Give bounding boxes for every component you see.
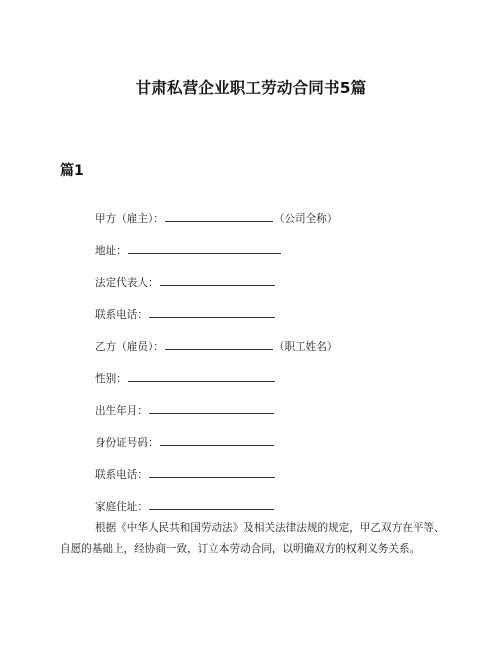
blank-line [128, 242, 281, 254]
field-label: 甲方（雇主）： [95, 213, 164, 225]
section-heading: 篇1 [60, 163, 84, 179]
field-label: 性别： [95, 373, 127, 385]
blank-line [149, 306, 275, 318]
field-label: 联系电话： [95, 309, 148, 321]
document-title: 甘肃私营企业职工劳动合同书5篇 [135, 79, 367, 97]
blank-line [128, 370, 275, 382]
field-gender [95, 370, 276, 386]
field-employee-name [95, 338, 337, 354]
field-suffix: （职工姓名） [273, 341, 338, 353]
blank-line [160, 274, 275, 286]
blank-line [165, 210, 273, 222]
field-label: 身份证号码： [95, 437, 159, 449]
field-label: 地址： [95, 245, 127, 257]
blank-line [165, 338, 273, 350]
field-home-address [95, 498, 275, 514]
blank-line [149, 402, 274, 414]
field-employee-phone [95, 466, 276, 482]
field-address [95, 242, 282, 258]
field-legal-representative [95, 274, 276, 290]
field-label: 联系电话： [95, 469, 148, 481]
blank-line [149, 466, 275, 478]
field-id-number [95, 434, 275, 450]
field-employer-name [95, 210, 337, 226]
field-employer-phone [95, 306, 276, 322]
field-label: 乙方（雇员）： [95, 341, 164, 353]
contract-basis-paragraph: 根据《中华人民共和国劳动法》及相关法律法规的规定，甲乙双方在平等、自愿的基础上，经协商一致，订立本劳动合同，以明确双方的权利义务关系。 [60, 522, 445, 555]
field-label: 出生年月： [95, 405, 148, 417]
field-label: 家庭住址： [95, 501, 148, 513]
field-birth-date [95, 402, 275, 418]
field-label: 法定代表人： [95, 277, 159, 289]
blank-line [160, 434, 274, 446]
blank-line [149, 498, 274, 510]
field-suffix: （公司全称） [273, 213, 338, 225]
